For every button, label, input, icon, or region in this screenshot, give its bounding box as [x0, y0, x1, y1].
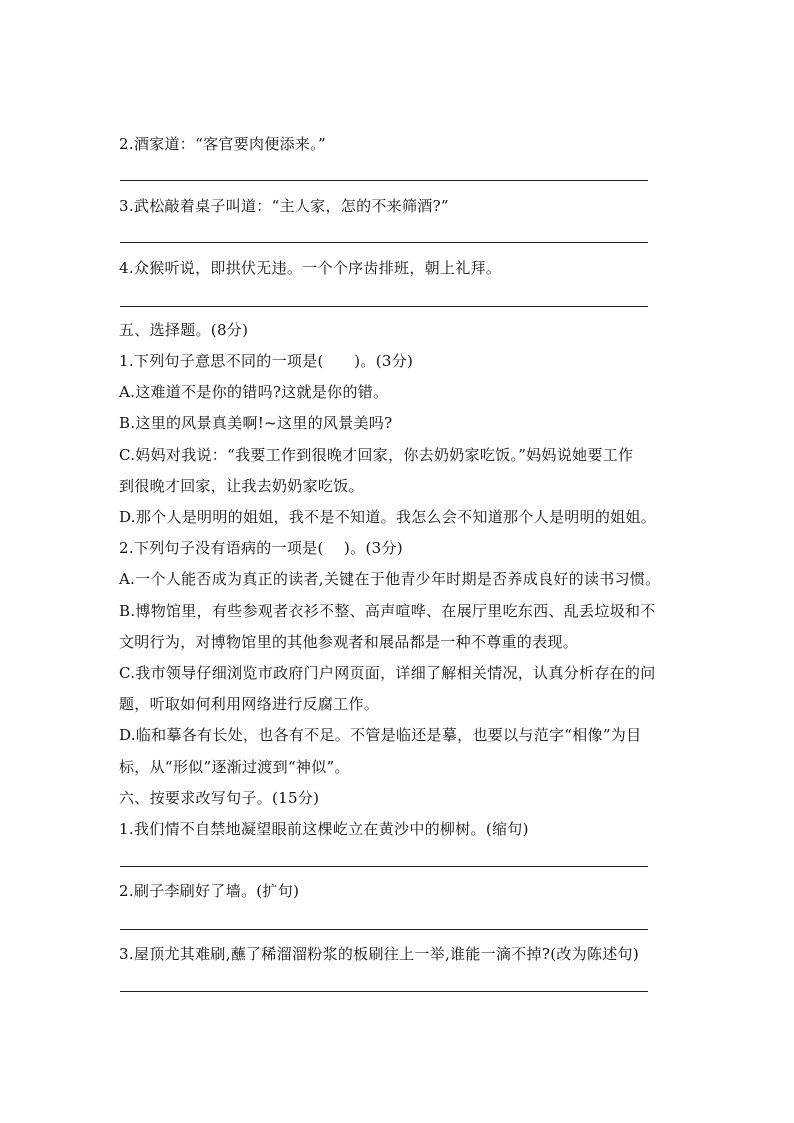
rewrite-item-2: 2.刷子李刷好了墙。(扩句) [119, 882, 300, 900]
section-heading-5: 五、选择题。(8分) [119, 321, 249, 339]
option-c-cont: 题，听取如何利用网络进行反腐工作。 [119, 695, 380, 713]
answer-line [120, 180, 648, 181]
rewrite-item-4: 4.众猴听说，即拱伏无违。一个个序齿排班，朝上礼拜。 [119, 259, 502, 277]
rewrite-item-2: 2.酒家道：“客官要肉便添来。” [119, 135, 326, 153]
option-d: D.临和摹各有长处，也各有不足。不管是临还是摹，也要以与范字“相像”为目 [119, 726, 642, 744]
answer-line [120, 866, 648, 867]
option-b-cont: 文明行为，对博物馆里的其他参观者和展品都是一种不尊重的表现。 [119, 633, 579, 651]
option-a: A.一个人能否成为真正的读者,关键在于他青少年时期是否养成良好的读书习惯。 [119, 570, 661, 588]
option-b: B.这里的风景真美啊!~这里的风景美吗? [119, 414, 393, 432]
section-heading-6: 六、按要求改写句子。(15分) [119, 789, 320, 807]
answer-line [120, 991, 648, 992]
answer-line [120, 929, 648, 930]
question-stem: 2.下列句子没有语病的一项是( )。(3分) [119, 539, 403, 557]
option-c: C.妈妈对我说：“我要工作到很晚才回家，你去奶奶家吃饭。”妈妈说她要工作 [119, 446, 634, 464]
answer-line [120, 306, 648, 307]
rewrite-item-1: 1.我们情不自禁地凝望眼前这棵屹立在黄沙中的柳树。(缩句) [119, 820, 529, 838]
option-d: D.那个人是明明的姐姐，我不是不知道。我怎么会不知道那个人是明明的姐姐。 [119, 508, 657, 526]
rewrite-item-3: 3.屋顶尤其难刷,蘸了稀溜溜粉浆的板刷往上一举,谁能一滴不掉?(改为陈述句) [119, 945, 639, 963]
question-stem: 1.下列句子意思不同的一项是( )。(3分) [119, 352, 414, 370]
option-c: C.我市领导仔细浏览市政府门户网页面，详细了解相关情况，认真分析存在的问 [119, 664, 656, 682]
option-d-cont: 标，从“形似”逐渐过渡到“神似”。 [119, 758, 350, 776]
answer-line [120, 242, 648, 243]
rewrite-item-3: 3.武松敲着桌子叫道：“主人家，怎的不来筛酒?” [119, 197, 449, 215]
option-c-cont: 到很晚才回家，让我去奶奶家吃饭。 [119, 477, 364, 495]
option-a: A.这难道不是你的错吗?这就是你的错。 [119, 383, 389, 401]
option-b: B.博物馆里，有些参观者衣衫不整、高声喧哗、在展厅里吃东西、乱丢垃圾和不 [119, 602, 656, 620]
